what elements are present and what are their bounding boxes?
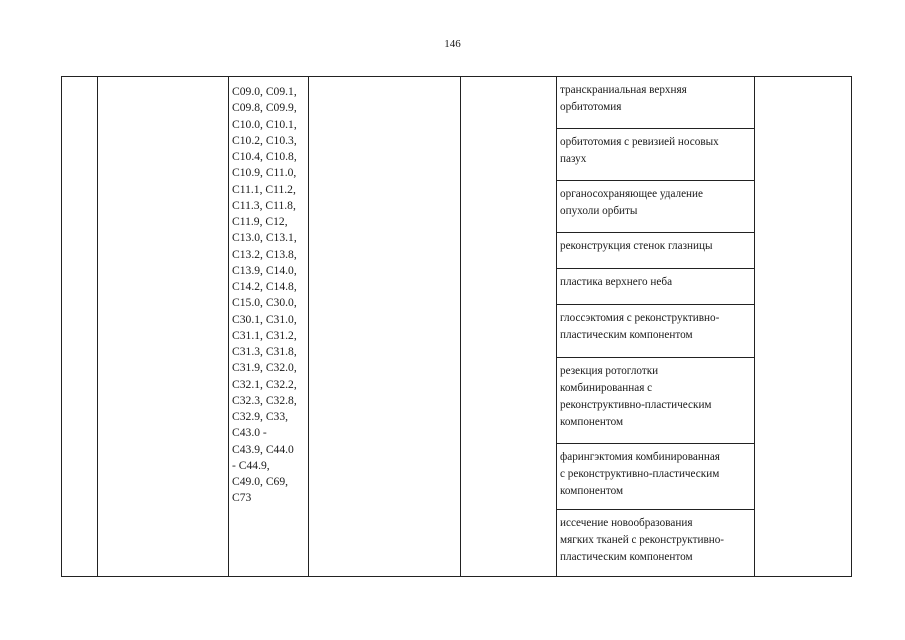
procedure-text: реконструктивно-пластическим [560,399,712,411]
procedure-row [557,510,755,576]
procedure-row [557,181,755,233]
procedure-text: транскраниальная верхняя [560,84,687,96]
icd-code-line: C32.3, C32.8, [232,393,297,407]
icd-code-line: C11.9, C12, [232,215,288,228]
icd-code-line: C10.0, C10.1, [232,117,297,131]
icd-code-line: - C44.9, [232,458,270,472]
page-number: 146 [444,38,461,50]
procedure-text: пластическим компонентом [560,329,693,341]
procedure-row [557,358,755,444]
column-divider [460,77,461,576]
procedure-text: опухоли орбиты [560,205,638,217]
procedure-row [557,77,755,129]
icd-code-line: C43.9, C44.0 [232,442,294,456]
procedure-text: пазух [560,153,587,165]
procedure-text: орбитотомия [560,101,622,113]
procedure-text: орбитотомия с ревизией носовых [560,136,719,148]
icd-code-line: C43.0 - [232,426,267,440]
procedure-text: глоссэктомия с реконструктивно- [560,312,720,324]
icd-code-line: C10.9, C11.0, [232,166,297,180]
icd-code-line: C14.2, C14.8, [232,280,297,293]
icd-code-line: C11.1, C11.2, [232,182,296,196]
procedure-text: резекция ротоглотки [560,365,659,377]
procedure-text: с реконструктивно-пластическим [560,468,720,480]
icd-code-line: C09.8, C09.9, [232,101,297,115]
icd-code-line: C13.2, C13.8, [232,247,297,261]
icd-codes-cell [232,84,310,507]
procedure-text: комбинированная с [560,382,653,394]
column-divider [97,77,98,576]
procedure-row [557,269,755,305]
column-divider [228,77,229,576]
procedure-text: компонентом [560,416,624,428]
icd-code-line: C31.1, C31.2, [232,328,297,342]
procedure-text: фарингэктомия комбинированная [560,451,720,463]
procedure-row [557,444,755,510]
procedures-column [557,77,755,576]
icd-code-line: C13.9, C14.0, [232,263,297,277]
icd-code-line: C11.3, C11.8, [232,198,296,212]
procedure-text: компонентом [560,485,624,497]
medical-table [61,76,852,577]
icd-code-line: C10.4, C10.8, [232,150,297,163]
icd-code-line: C73 [232,491,252,505]
icd-code-line: C13.0, C13.1, [232,231,297,245]
icd-code-line: C32.9, C33, [232,410,289,423]
icd-code-line: C31.9, C32.0, [232,361,297,375]
procedure-row [557,233,755,269]
procedure-text: пластика верхнего неба [560,276,673,288]
icd-code-line: C49.0, C69, [232,475,289,488]
icd-code-line: C15.0, C30.0, [232,296,297,310]
procedure-text: органосохраняющее удаление [560,188,704,200]
icd-code-line: C31.3, C31.8, [232,345,297,358]
procedure-text: пластическим компонентом [560,551,693,563]
procedure-text: мягких тканей с реконструктивно- [560,534,725,546]
procedure-text: иссечение новообразования [560,517,693,529]
procedure-row [557,305,755,358]
icd-code-line: C10.2, C10.3, [232,133,297,147]
procedure-row [557,129,755,181]
procedure-text: реконструкция стенок глазницы [560,240,713,252]
icd-code-line: C32.1, C32.2, [232,377,297,391]
icd-code-line: C30.1, C31.0, [232,312,297,326]
icd-code-line: C09.0, C09.1, [232,85,297,98]
